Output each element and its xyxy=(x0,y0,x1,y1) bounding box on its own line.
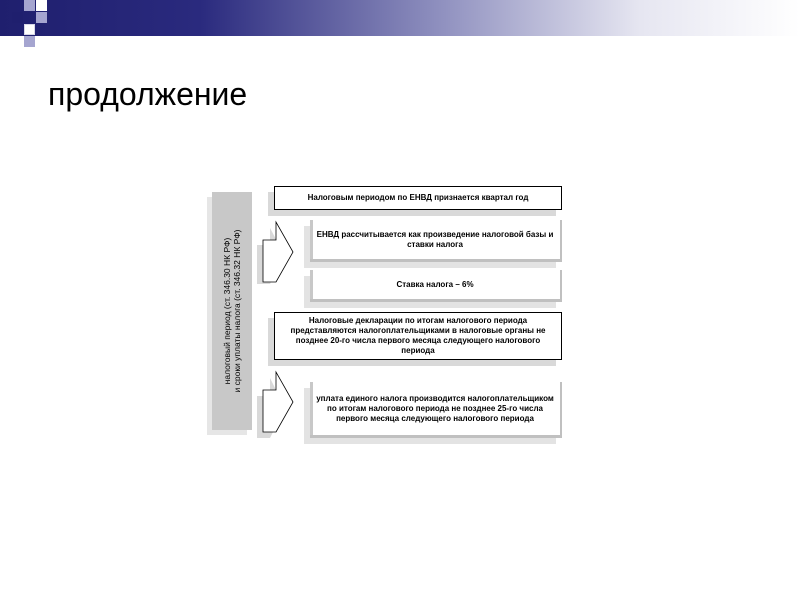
arrow-lower xyxy=(257,372,293,438)
sidebar-label-line1: налоговый период (ст. 346.30 НК РФ) xyxy=(222,237,232,385)
sidebar-label-line2: и сроки уплаты налога (ст. 346.32 НК РФ) xyxy=(232,229,242,393)
arrow-upper xyxy=(257,222,293,284)
period-box: Налоговым периодом по ЕНВД признается квартал год xyxy=(274,186,562,210)
calc-box: ЕНВД рассчитывается как произведение налоговой базы и ставки налога xyxy=(310,220,562,262)
declaration-box: Налоговые декларации по итогам налогового периода представляются налогоплательщиками в налоговые органы не позднее 20-го числа первого месяца следующего налогового периода xyxy=(274,312,562,360)
slide-title: продолжение xyxy=(48,76,248,112)
payment-box: уплата единого налога производится налогоплательщиком по итогам налогового периода не позднее 25-го числа первого месяца следующего налогового периода xyxy=(310,382,562,438)
rate-box: Ставка налога – 6% xyxy=(310,270,562,302)
